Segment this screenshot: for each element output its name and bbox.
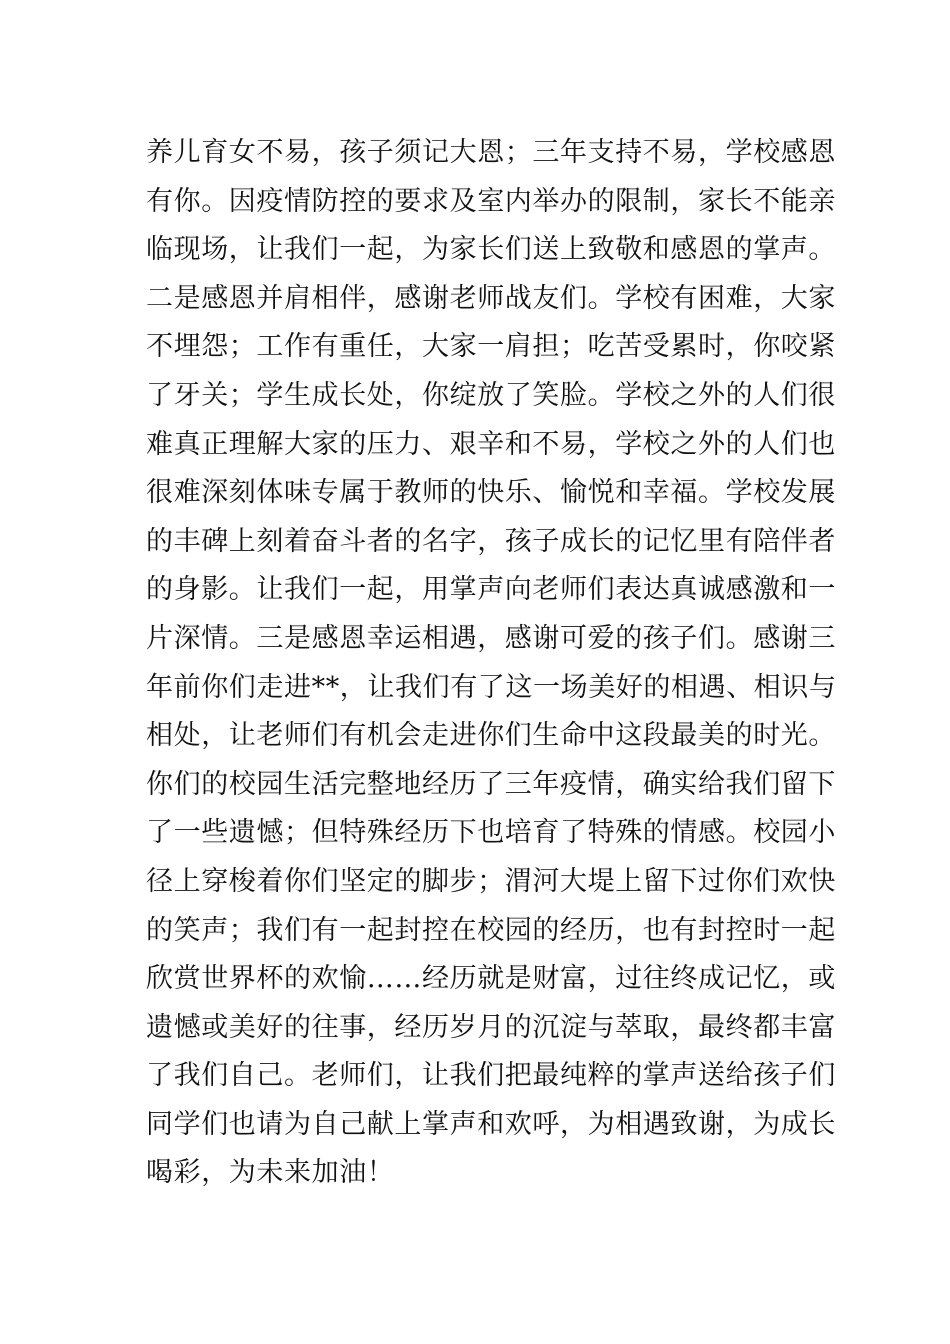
text-line-11: 片深情。三是感恩幸运相遇，感谢可爱的孩子们。感谢三 [146,622,836,654]
text-line-15: 了一些遗憾；但特殊经历下也培育了特殊的情感。校园小 [146,817,836,849]
text-line-14: 你们的校园生活完整地经历了三年疫情，确实给我们留下 [146,768,836,800]
text-line-6: 了牙关；学生成长处，你绽放了笑脸。学校之外的人们很 [146,379,836,411]
text-line-9: 的丰碑上刻着奋斗者的名字，孩子成长的记忆里有陪伴者 [146,525,836,557]
text-line-1: 养儿育女不易，孩子须记大恩；三年支持不易，学校感恩 [146,137,836,168]
text-line-16: 径上穿梭着你们坚定的脚步；渭河大堤上留下过你们欢快 [146,865,836,897]
text-line-19: 遗憾或美好的往事，经历岁月的沉淀与萃取，最终都丰富 [146,1011,836,1043]
text-line-17: 的笑声；我们有一起封控在校园的经历，也有封控时一起 [146,914,836,946]
text-line-12: 年前你们走进**，让我们有了这一场美好的相遇、相识与 [146,671,837,703]
text-line-8: 很难深刻体味专属于教师的快乐、愉悦和幸福。学校发展 [146,477,836,509]
text-line-2: 有你。因疫情防控的要求及室内举办的限制，家长不能亲 [146,185,836,217]
text-line-4: 二是感恩并肩相伴，感谢老师战友们。学校有困难，大家 [146,282,836,314]
text-line-18: 欣赏世界杯的欢愉……经历就是财富，过往终成记忆，或 [146,963,836,995]
body-text [146,129,837,1198]
text-line-22: 喝彩，为未来加油！ [146,1157,395,1189]
text-line-3: 临现场，让我们一起，为家长们送上致敬和感恩的掌声。 [146,234,836,266]
text-line-21: 同学们也请为自己献上掌声和欢呼，为相遇致谢，为成长 [146,1108,836,1140]
text-line-10: 的身影。让我们一起，用掌声向老师们表达真诚感激和一 [146,574,836,606]
text-line-7: 难真正理解大家的压力、艰辛和不易，学校之外的人们也 [146,428,836,460]
text-line-5: 不埋怨；工作有重任，大家一肩担；吃苦受累时，你咬紧 [146,331,836,363]
text-line-20: 了我们自己。老师们，让我们把最纯粹的掌声送给孩子们 [146,1060,836,1092]
text-line-13: 相处，让老师们有机会走进你们生命中这段最美的时光。 [146,720,836,752]
